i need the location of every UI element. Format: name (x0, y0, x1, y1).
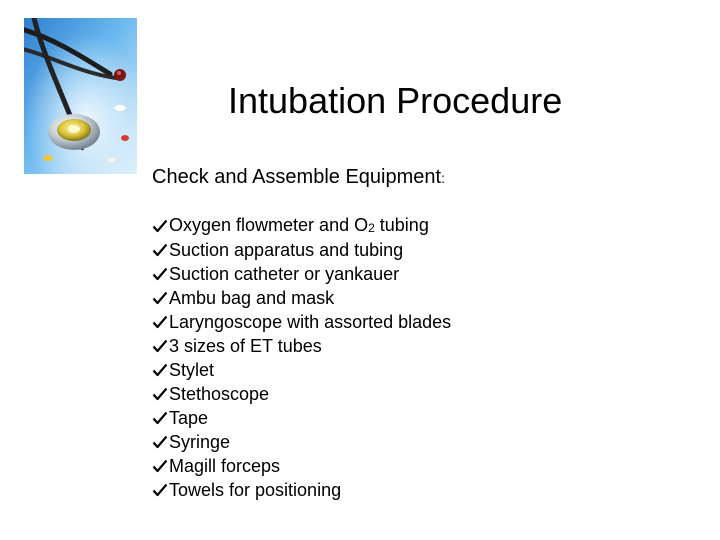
list-item (152, 382, 451, 406)
list-item-text: Suction apparatus and tubing (169, 240, 404, 260)
list-item-text: Magill forceps (169, 456, 281, 476)
list-item-text: Tape (169, 408, 209, 428)
checkmark-icon (152, 290, 168, 306)
checkmark-icon (152, 218, 168, 234)
list-item (152, 334, 451, 358)
list-item (152, 214, 451, 238)
list-item-text: Stethoscope (169, 384, 270, 404)
list-item-text: Ambu bag and mask (169, 288, 335, 308)
checkmark-icon (152, 266, 168, 282)
checkmark-icon (152, 410, 168, 426)
slide-title: Intubation Procedure (228, 80, 563, 121)
slide-subtitle (152, 164, 445, 191)
checkmark-icon (152, 386, 168, 402)
checkmark-icon (152, 338, 168, 354)
list-item-text: Syringe (169, 432, 231, 452)
equipment-checklist (152, 214, 451, 502)
list-item (152, 310, 451, 334)
list-item (152, 286, 451, 310)
list-item-text: Oxygen flowmeter and $O_2$ tubing (169, 215, 429, 235)
checkmark-icon (152, 434, 168, 450)
checkmark-icon (152, 482, 168, 498)
list-item (152, 358, 451, 382)
list-item (152, 430, 451, 454)
checkmark-icon (152, 458, 168, 474)
list-item (152, 406, 451, 430)
checkmark-icon (152, 314, 168, 330)
list-item-text: Laryngoscope with assorted blades (169, 312, 452, 332)
list-item (152, 454, 451, 478)
list-item (152, 262, 451, 286)
stethoscope-and-pills-icon (24, 18, 137, 174)
checkmark-icon (152, 362, 168, 378)
list-item-text: Stylet (169, 360, 215, 380)
checkmark-icon (152, 242, 168, 258)
list-item-text: Towels for positioning (169, 480, 342, 500)
subtitle-colon: : (441, 170, 445, 186)
list-item (152, 478, 451, 502)
subtitle-text: Check and Assemble Equipment (152, 166, 442, 188)
list-item-text: Suction catheter or yankauer (169, 264, 400, 284)
list-item-text: 3 sizes of ET tubes (169, 336, 322, 356)
list-item (152, 238, 451, 262)
